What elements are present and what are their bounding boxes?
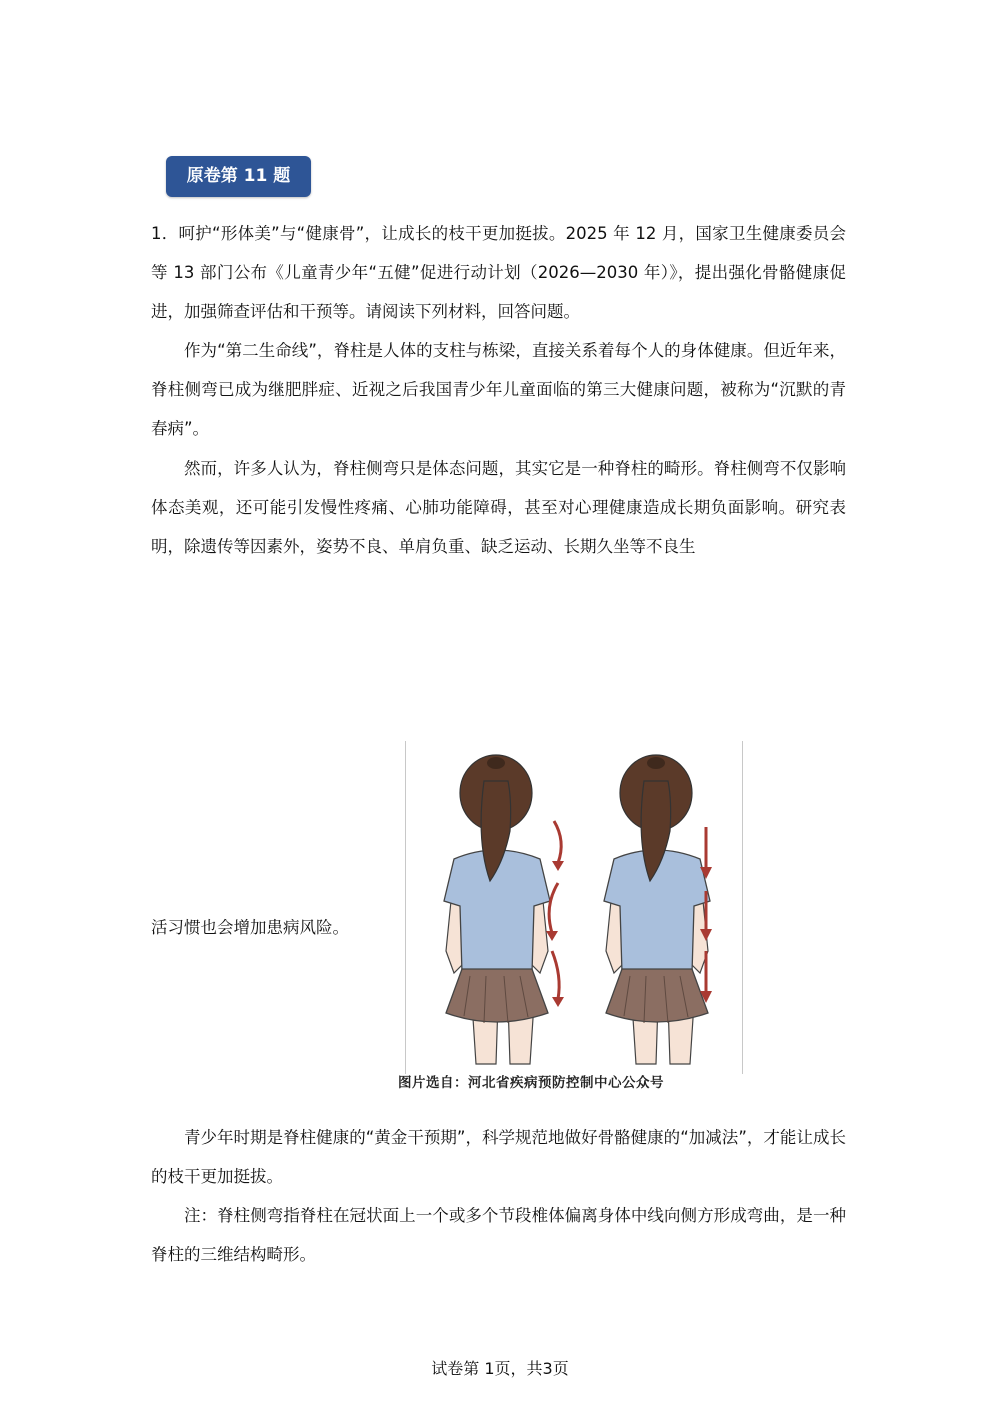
curved-spine-arrows bbox=[549, 821, 561, 999]
paragraph-note: 注：脊柱侧弯指脊柱在冠状面上一个或多个节段椎体偏离身体中线向侧方形成弯曲，是一种脊柱的三维结构畸形。 bbox=[151, 1206, 846, 1264]
scoliosis-illustration-svg bbox=[406, 741, 742, 1074]
paragraph-golden-intervention: 青少年时期是脊柱健康的“黄金干预期”，科学规范地做好骨骼健康的“加减法”，才能让成长的枝干更加挺拔。 bbox=[151, 1128, 846, 1186]
badge-label: 原卷第 11 题 bbox=[186, 166, 291, 186]
paragraph-spine-lifeline: 作为“第二生命线”，脊柱是人体的支柱与栋梁，直接关系着每个人的身体健康。但近年来，脊柱侧弯已成为继肥胖症、近视之后我国青少年儿童面临的第三大健康问题，被称为“沉默的青春病”。 bbox=[151, 341, 846, 438]
question-intro: 1．呵护“形体美”与“健康骨”，让成长的枝干更加挺拔。2025 年 12 月，国家卫生健康委员会等 13 部门公布《儿童青少年“五健”促进行动计划（2026—2030 年）》，提出强化骨骼健康促进，加强筛查评估和干预等。请阅读下列材料，回答问题。 bbox=[151, 224, 846, 321]
paragraph-scoliosis-risk-continued: 活习惯也会增加患病风险。 bbox=[151, 918, 349, 937]
girl-straight-spine-figure bbox=[604, 755, 712, 1064]
paragraph-scoliosis-risk: 然而，许多人认为，脊柱侧弯只是体态问题，其实它是一种脊柱的畸形。脊柱侧弯不仅影响体态美观，还可能引发慢性疼痛、心肺功能障碍，甚至对心理健康造成长期负面影响。研究表明，除遗传等因素外，姿势不良、单肩负重、缺乏运动、长期久坐等不良生 bbox=[151, 459, 846, 556]
figure-caption: 图片选自：河北省疾病预防控制中心公众号 bbox=[398, 1075, 664, 1091]
question-source-badge bbox=[166, 156, 311, 197]
girl-curved-spine-figure bbox=[444, 755, 564, 1064]
scoliosis-illustration bbox=[405, 741, 743, 1074]
page-footer: 试卷第 1页，共3页 bbox=[431, 1359, 569, 1378]
